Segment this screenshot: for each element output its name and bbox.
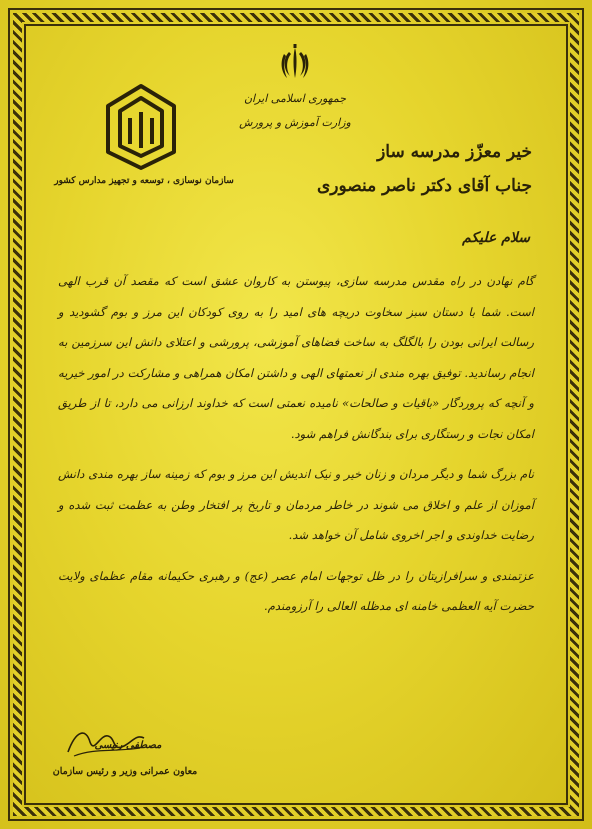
body-paragraph: نام بزرگ شما و دیگر مردان و زنان خیر و نیک اندیش این مرز و بوم که زمینه ساز بهره مندی دانش آموزان از علم و اخلاق می شوند در خاطر مردمان و تاریخ پر افتخار وطن به عظمت ثبت شده و رضایت خداوندی و اجر اخروی شامل آن خواهد شد. [58, 467, 534, 542]
iran-emblem-icon [278, 44, 312, 84]
signatory-title: معاون عمرانی وزیر و رئیس سازمان [52, 766, 198, 777]
body-paragraph: عزتمندی و سرافرازیتان را در ظل توجهات امام عصر (عج) و رهبری حکیمانه مقام عظمای ولایت حضرت آیه العظمی خامنه ای مدظله العالی را آرزومندم. [58, 568, 534, 613]
greeting: سلام علیکم [462, 230, 530, 246]
ministry-title: وزارت آموزش و پرورش [239, 116, 351, 129]
recipient-title: خیر معزّز مدرسه ساز [377, 142, 532, 162]
organization-name: سازمان نوسازی ، توسعه و تجهیز مدارس کشور [54, 176, 234, 186]
school-renovation-logo-icon [100, 82, 182, 172]
recipient-name: جناب آقای دکتر ناصر منصوری [316, 176, 532, 196]
body-paragraph: گام نهادن در راه مقدس مدرسه سازی، پیوستن به کاروان عشق است که مقصد آن قرب الهی است. شما با دستان سبز سخاوت دریچه های امید را به روی کودکان این مرز و بوم گشودید و رسالت ایرانی بودن را بالگلگ به ساخت فضاهای آموزشی، پرورشی و اعتلای دانش این سرزمین به انجام رساندید. توفیق بهره مندی از نعمتهای الهی و داشتن امکان همراهی و مشارکت در امور خیریه و آنچه که پروردگار «باقیات و صالحات» نامیده نعمتی است که خداوند ارزانی می دارد، تا از طریق امکان نجات و رستگاری برای بندگانش فراهم شود. [58, 274, 534, 441]
letter-body [58, 266, 534, 622]
signatory-name: مصطفی رنیسی [94, 740, 162, 751]
government-title: جمهوری اسلامی ایران [243, 92, 347, 105]
